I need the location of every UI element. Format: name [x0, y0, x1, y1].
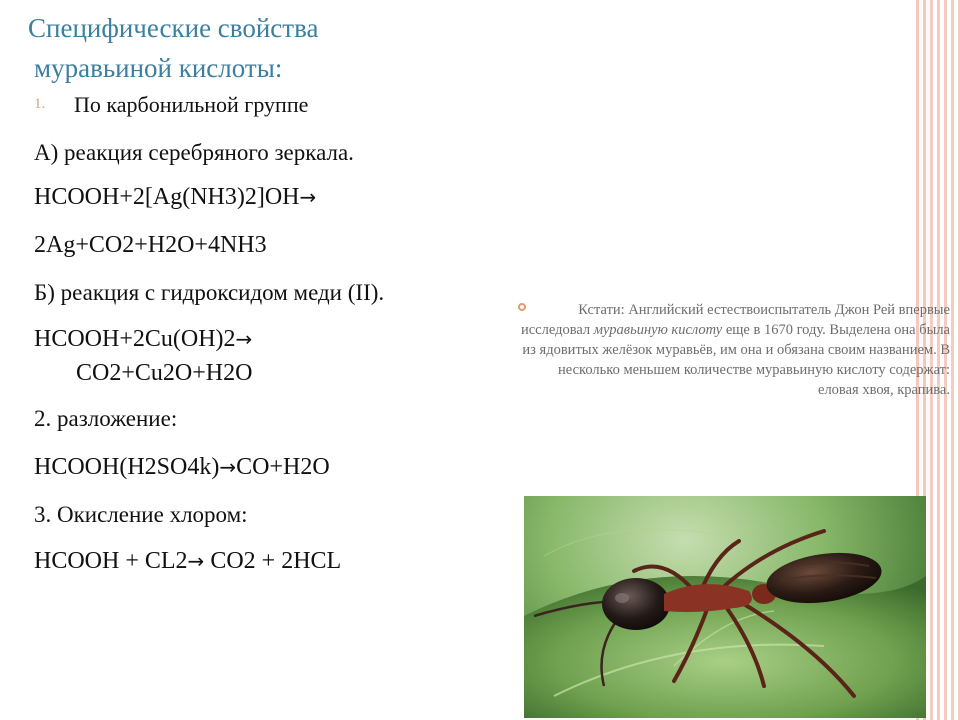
ant-illustration: [524, 496, 926, 718]
reaction-b-equation-1: [34, 324, 252, 354]
reaction-a-eq1-text: HCOOH+2[Ag(NH3)2]OH: [34, 184, 300, 210]
arrow-icon: →: [187, 549, 205, 573]
reaction-a-equation-1: [34, 182, 316, 212]
reaction-b-label: Б) реакция с гидроксидом меди (II).: [34, 280, 385, 305]
arrow-icon: →: [219, 455, 237, 479]
chlorine-eq-right: CO2 + 2HCL: [204, 548, 342, 574]
ant-photo: [524, 496, 926, 718]
reaction-a-equation-2: 2Ag+CO2+H2O+4NH3: [34, 232, 267, 258]
slide-title: [28, 8, 508, 88]
decomposition-eq-left: HCOOH(H2SO4k): [34, 454, 220, 480]
side-note-emphasis: муравьиную кислоту: [593, 322, 723, 338]
side-note-text-1: Кстати: Английский естествоиспытатель Джон Рей впервые исследовал: [520, 302, 950, 338]
chlorine-oxidation-label: 3. Окисление хлором:: [34, 502, 248, 527]
title-line-1: Специфические свойства: [28, 13, 319, 43]
reaction-b-eq1-text: HCOOH+2Cu(OH)2: [34, 326, 236, 352]
title-line-2: муравьиной кислоты:: [34, 53, 283, 83]
reaction-b-equation-2: CO2+Cu2O+H2O: [76, 360, 253, 386]
side-note-text-2: еще в 1670 году. Выделена она была из ядовитых желёзок муравьёв, им она и обязана своим названием. В несколько меньшем количестве муравьиную кислоту содержат: еловая хвоя, крапива.: [522, 322, 950, 398]
arrow-icon: →: [299, 185, 317, 209]
list-item-carbonyl: По карбонильной группе: [74, 92, 309, 117]
decomposition-eq-right: CO+H2O: [236, 454, 330, 480]
arrow-icon: →: [235, 327, 253, 351]
bullet-icon: [518, 303, 526, 311]
chlorine-oxidation-equation: [34, 546, 341, 576]
list-number-1: 1.: [34, 96, 46, 112]
side-note: [520, 300, 950, 400]
decomposition-equation: [34, 452, 330, 482]
chlorine-eq-left: HCOOH + CL2: [34, 548, 188, 574]
reaction-a-label: А) реакция серебряного зеркала.: [34, 140, 354, 165]
decomposition-label: 2. разложение:: [34, 406, 178, 431]
